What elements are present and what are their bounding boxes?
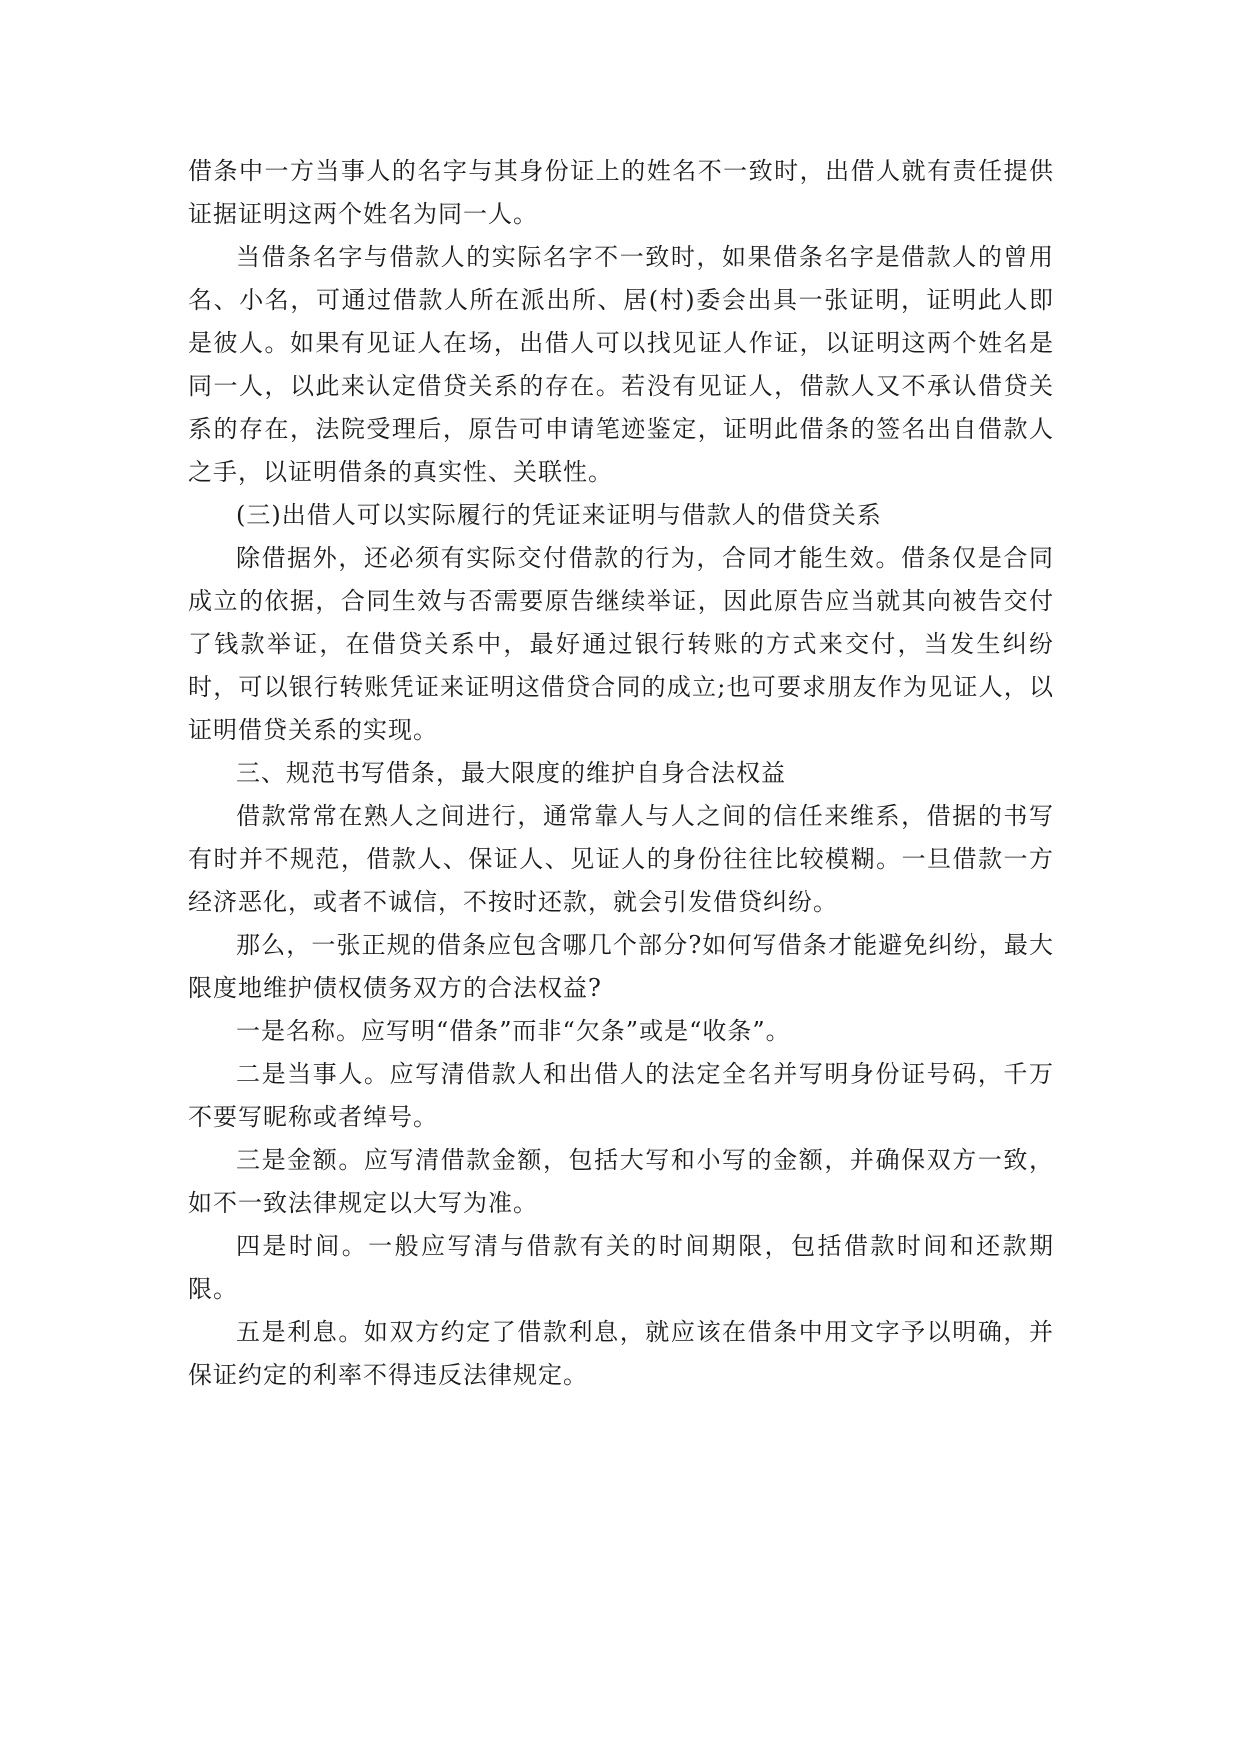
item-interest: 五是利息。如双方约定了借款利息，就应该在借条中用文字予以明确，并保证约定的利率不得违反法律规定。	[188, 1318, 1054, 1389]
paragraph-6: 借款常常在熟人之间进行，通常靠人与人之间的信任来维系，借据的书写有时并不规范，借款人、保证人、见证人的身份往往比较模糊。一旦借款一方经济恶化，或者不诚信，不按时还款，就会引发借贷纠纷。	[188, 802, 1054, 916]
section-heading-three: 三、规范书写借条，最大限度的维护自身合法权益	[236, 759, 786, 787]
paragraph-4: 除借据外，还必须有实际交付借款的行为，合同才能生效。借条仅是合同成立的依据，合同生效与否需要原告继续举证，因此原告应当就其向被告交付了钱款举证，在借贷关系中，最好通过银行转账的方式来交付，当发生纠纷时，可以银行转账凭证来证明这借贷合同的成立;也可要求朋友作为见证人，以证明借贷关系的实现。	[188, 544, 1054, 744]
item-amount: 三是金额。应写清借款金额，包括大写和小写的金额，并确保双方一致，如不一致法律规定以大写为准。	[188, 1146, 1054, 1217]
section-heading-3: (三)出借人可以实际履行的凭证来证明与借款人的借贷关系	[236, 501, 882, 529]
item-parties: 二是当事人。应写清借款人和出借人的法定全名并写明身份证号码，千万不要写昵称或者绰号。	[188, 1060, 1054, 1131]
paragraph-1: 借条中一方当事人的名字与其身份证上的姓名不一致时，出借人就有责任提供证据证明这两个姓名为同一人。	[188, 157, 1054, 228]
item-time: 四是时间。一般应写清与借款有关的时间期限，包括借款时间和还款期限。	[188, 1232, 1054, 1303]
paragraph-2: 当借条名字与借款人的实际名字不一致时，如果借条名字是借款人的曾用名、小名，可通过借款人所在派出所、居(村)委会出具一张证明，证明此人即是彼人。如果有见证人在场，出借人可以找见证人作证，以证明这两个姓名是同一人，以此来认定借贷关系的存在。若没有见证人，借款人又不承认借贷关系的存在，法院受理后，原告可申请笔迹鉴定，证明此借条的签名出自借款人之手，以证明借条的真实性、关联性。	[188, 243, 1054, 486]
item-name: 一是名称。应写明“借条”而非“欠条”或是“收条”。	[236, 1017, 791, 1045]
document-body	[188, 150, 1054, 1397]
paragraph-7: 那么，一张正规的借条应包含哪几个部分?如何写借条才能避免纠纷，最大限度地维护债权债务双方的合法权益?	[188, 931, 1054, 1002]
